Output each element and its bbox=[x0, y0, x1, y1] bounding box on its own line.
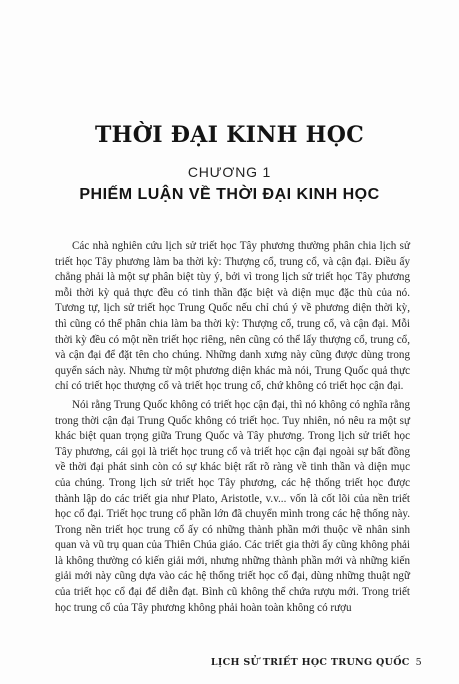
page-number: 5 bbox=[415, 657, 422, 668]
paragraph: Các nhà nghiên cứu lịch sử triết học Tây phương thường phân chia lịch sử triết học Tây phương làm ba thời kỳ: Thượng cổ, trung cổ, và cận đại. Điều ấy chẳng phải là một sự phân biệt tùy ý, bởi vì trong lịch sử triết học Tây phương mỗi thời kỳ quả thực đều có tinh thần đặc biệt và diện mục đặc thù của nó. Tương tự, lịch sử triết học Trung Quốc nếu chỉ chú ý về phương diện thời kỳ, thì cũng có thể phân chia làm ba thời kỳ: Thượng cổ, trung cổ, và cận đại. Mỗi thời kỳ đều có một nền triết học riêng, nên cũng có thể lấy thượng cổ, trung cổ, và cận đại để đặt tên cho chúng. Những danh xưng này cũng được dùng trong quyển sách này. Nhưng từ một phương diện khác mà nói, Trung Quốc quả thực chỉ có triết học thượng cổ và triết học trung cổ, chứ không có triết học cận đại. bbox=[55, 240, 410, 393]
chapter-label: CHƯƠNG 1 bbox=[187, 164, 272, 180]
page-footer bbox=[211, 657, 422, 668]
chapter-title: PHIẾM LUẬN VỀ THỜI ĐẠI KINH HỌC bbox=[79, 186, 380, 203]
running-title: LỊCH SỬ TRIẾT HỌC TRUNG QUỐC bbox=[210, 657, 410, 668]
paragraph: Nói rằng Trung Quốc không có triết học cận đại, thì nó không có nghĩa rằng trong thời cận đại Trung Quốc không có triết học. Tuy nhiên, nó nêu ra một sự khác biệt quan trọng giữa Trung Quốc và Tây phương. Trong lịch sử triết học Tây phương, cái gọi là triết học trung cổ và triết học cận đại ngoài sự bất đồng về thời đại phát sinh còn có sự khác biệt rất rõ ràng về tinh thần và diện mục của chúng. Trong lịch sử triết học Tây phương, các hệ thống triết học được thành lập do các triết gia như Plato, Aristotle, v.v... vốn là cốt lõi của nền triết học cổ đại. Triết học trung cổ phần lớn đã chuyển mình trong các hệ thống này. Trong nền triết học trung cổ ấy có những thành phần mới thuộc về nhân sinh quan và vũ trụ quan của Thiên Chúa giáo. Các triết gia thời ấy cũng không phải là không thường có kiến giải mới, nhưng những thành phần mới và những kiến giải mới này cũng dựa vào các hệ thống triết học cổ đại, dùng những thuật ngữ của triết học cổ đại để diễn đạt. Bình cũ không thể chứa rượu mới. Trong triết học trung cổ của Tây phương không phải hoàn toàn không có rượu bbox=[55, 398, 410, 614]
part-title: THỜI ĐẠI KINH HỌC bbox=[94, 122, 365, 148]
body-text bbox=[55, 239, 410, 619]
